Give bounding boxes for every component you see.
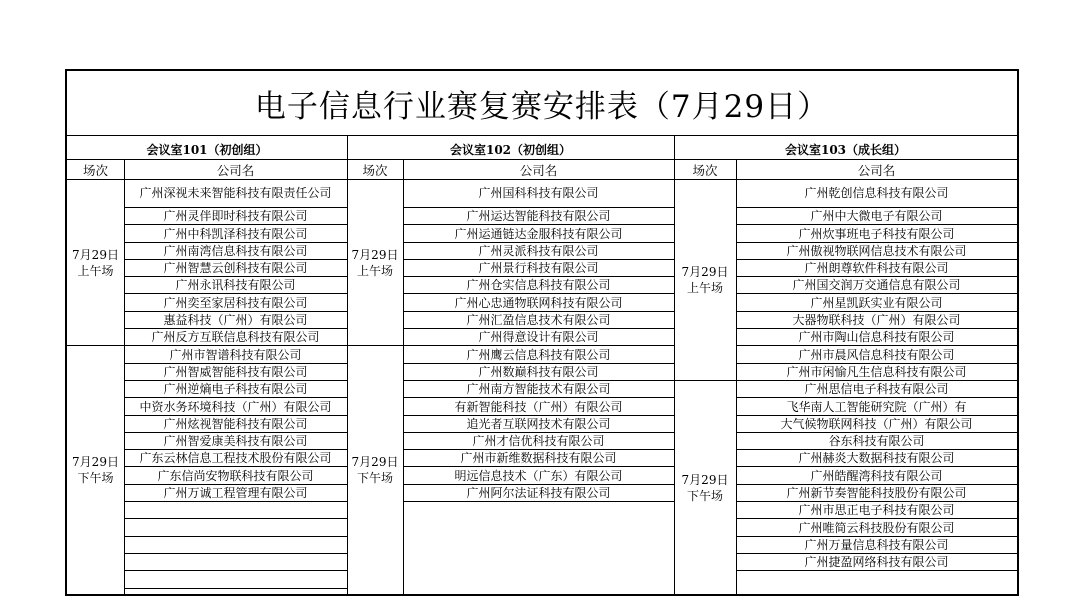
company-row: 追光者互联网技术有限公司 [403, 416, 674, 433]
company-row: 广州反方互联信息科技有限公司 [124, 329, 347, 346]
session-label: 7月29日 下午场 [351, 455, 399, 486]
room-block-2 [347, 136, 674, 594]
session-label: 7月29日 上午场 [72, 247, 119, 278]
company-row: 广州灵派科技有限公司 [403, 243, 674, 260]
session-cell [67, 346, 124, 594]
company-row: 广州智慧云创科技有限公司 [124, 260, 347, 277]
company-row: 广州奕至家居科技有限公司 [124, 295, 347, 312]
company-row: 广州市晨风信息科技有限公司 [736, 346, 1017, 363]
company-row: 广州深视未来智能科技有限责任公司 [124, 180, 347, 208]
company-row: 广州星凯跃实业有限公司 [736, 295, 1017, 312]
company-row: 广州万诚工程管理有限公司 [124, 485, 347, 502]
company-row: 广州国科科技有限公司 [403, 180, 674, 208]
session-label: 7月29日 下午场 [72, 455, 119, 486]
company-row: 广州市闲愉凡生信息科技有限公司 [736, 364, 1017, 381]
company-row: 明远信息技术（广东）有限公司 [403, 468, 674, 485]
company-row: 广州运达智能科技有限公司 [403, 208, 674, 225]
session-label: 7月29日 上午场 [351, 247, 399, 278]
session-cell [674, 180, 736, 381]
company-row: 广州永讯科技有限公司 [124, 277, 347, 294]
company-row: 广州赫炎大数据科技有限公司 [736, 450, 1017, 467]
company-row: 广州景行科技有限公司 [403, 260, 674, 277]
header-changci: 场次 [67, 160, 124, 180]
company-row: 广州朗尊软件科技有限公司 [736, 260, 1017, 277]
room-block-3 [674, 136, 1017, 594]
company-row: 广州皓醒湾科技有限公司 [736, 468, 1017, 485]
company-row: 中资水务环境科技（广州）有限公司 [124, 398, 347, 415]
company-row: 广州新节奏智能科技股份有限公司 [736, 485, 1017, 502]
room-name: 会议室102（初创组） [347, 136, 674, 160]
session-cell [347, 346, 403, 594]
company-row [124, 554, 347, 571]
company-row: 飞华南人工智能研究院（广州）有 [736, 398, 1017, 415]
company-row: 广州乾创信息科技有限公司 [736, 180, 1017, 208]
company-row: 广州运通链达金服科技有限公司 [403, 225, 674, 242]
company-row: 广州万量信息科技有限公司 [736, 537, 1017, 554]
room-block-1 [67, 136, 347, 594]
room-name: 会议室103（成长组） [674, 136, 1017, 160]
company-row: 广州灵伴即时科技有限公司 [124, 208, 347, 225]
company-row: 广州唯简云科技股份有限公司 [736, 519, 1017, 536]
company-row: 广州阿尔法证科技有限公司 [403, 485, 674, 502]
company-row: 广州思信电子科技有限公司 [736, 381, 1017, 398]
company-row [124, 519, 347, 536]
company-row: 惠益科技（广州）有限公司 [124, 312, 347, 329]
session-cell [67, 180, 124, 346]
room-name: 会议室101（初创组） [67, 136, 347, 160]
session-label: 7月29日 下午场 [681, 472, 729, 503]
company-row: 广州逆熵电子科技有限公司 [124, 381, 347, 398]
company-row: 广州傲视物联网信息技术有限公司 [736, 243, 1017, 260]
company-row: 广州炊事班电子科技有限公司 [736, 225, 1017, 242]
header-company: 公司名 [403, 160, 674, 180]
company-row: 广东云林信息工程技术股份有限公司 [124, 450, 347, 467]
company-row [124, 571, 347, 588]
session-label: 7月29日 上午场 [681, 265, 729, 295]
company-row: 广州才信优科技有限公司 [403, 433, 674, 450]
company-row: 大器物联科技（广州）有限公司 [736, 312, 1017, 329]
header-changci: 场次 [347, 160, 403, 180]
company-row: 广州心忠通物联网科技有限公司 [403, 295, 674, 312]
header-company: 公司名 [736, 160, 1017, 180]
company-row: 广州仓实信息科技有限公司 [403, 277, 674, 294]
schedule-sheet [65, 69, 1019, 596]
company-row: 广州市新维数据科技有限公司 [403, 450, 674, 467]
company-row: 大气候物联网科技（广州）有限公司 [736, 416, 1017, 433]
company-row: 广州中科凯泽科技有限公司 [124, 225, 347, 242]
header-changci: 场次 [674, 160, 736, 180]
sheet-title: 电子信息行业赛复赛安排表（7月29日） [67, 71, 1017, 136]
company-row: 广州国交润万交通信息有限公司 [736, 277, 1017, 294]
company-row: 广州得意设计有限公司 [403, 329, 674, 346]
company-row: 广州鹰云信息科技有限公司 [403, 346, 674, 363]
header-company: 公司名 [124, 160, 347, 180]
company-row: 有新智能科技（广州）有限公司 [403, 398, 674, 415]
company-row: 广州市思正电子科技有限公司 [736, 502, 1017, 519]
company-row [124, 537, 347, 554]
company-row [124, 502, 347, 519]
company-row: 广州市智谱科技有限公司 [124, 346, 347, 363]
company-row: 广州炫视智能科技有限公司 [124, 416, 347, 433]
company-row: 广州智威智能科技有限公司 [124, 364, 347, 381]
company-row: 广州南方智能技术有限公司 [403, 381, 674, 398]
company-row: 广州汇盈信息技术有限公司 [403, 312, 674, 329]
company-row: 广州智爱康美科技有限公司 [124, 433, 347, 450]
company-row: 谷东科技有限公司 [736, 433, 1017, 450]
company-row: 广州市陶山信息科技有限公司 [736, 329, 1017, 346]
company-row: 广州捷盈网络科技有限公司 [736, 554, 1017, 571]
company-row: 广州数巅科技有限公司 [403, 364, 674, 381]
session-cell [674, 381, 736, 594]
company-row: 广东信尚安物联科技有限公司 [124, 468, 347, 485]
company-row: 广州南湾信息科技有限公司 [124, 243, 347, 260]
session-cell [347, 180, 403, 346]
company-row: 广州中大微电子有限公司 [736, 208, 1017, 225]
